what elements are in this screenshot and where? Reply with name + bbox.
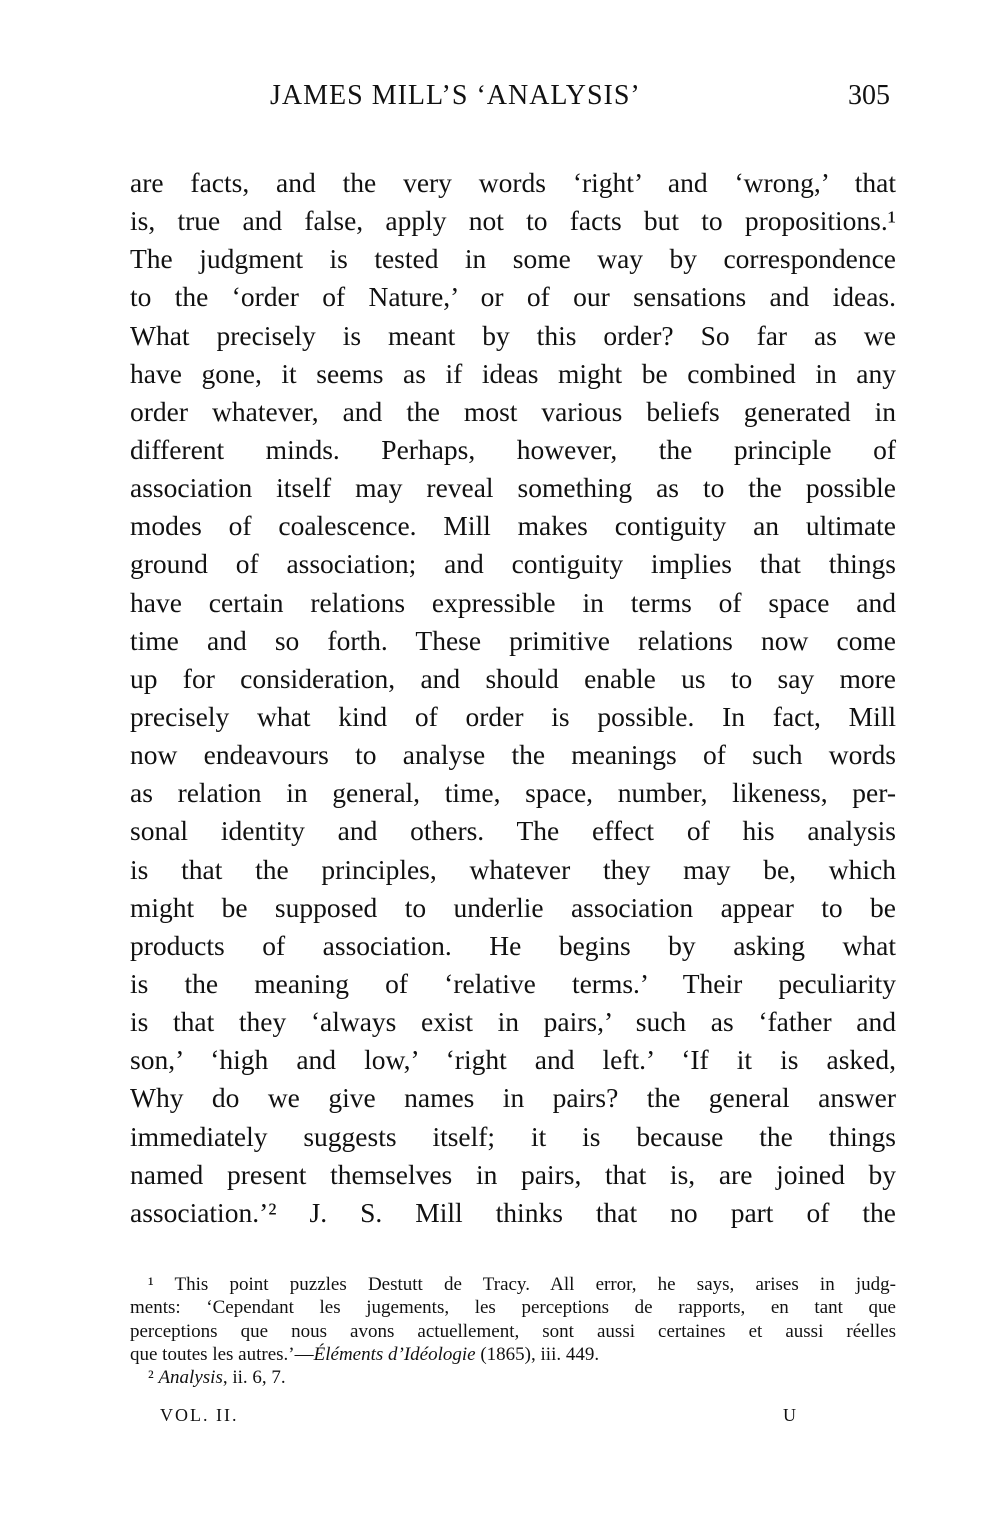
body-line: Why do we give names in pairs? the general answer — [130, 1082, 896, 1114]
body-line: are facts, and the very words ‘right’ and ‘wrong,’ that — [130, 167, 896, 198]
body-line: is that they ‘always exist in pairs,’ such as ‘father and — [130, 1006, 896, 1038]
body-line: time and so forth. These primitive relations now come — [130, 624, 896, 656]
footnote-1-line: ments: ‘Cependant les jugements, les perceptions de rapports, en tant que — [130, 1297, 896, 1319]
running-head: JAMES MILL’S ‘ANALYSIS’ — [270, 80, 641, 111]
body-line: have gone, it seems as if ideas might be combined in any — [130, 357, 896, 389]
body-line: as relation in general, time, space, number, likeness, per- — [130, 777, 896, 809]
footnote-1-line: ¹ This point puzzles Destutt de Tracy. All error, he says, arises in judg- — [148, 1274, 896, 1295]
body-line: The judgment is tested in some way by correspondence — [130, 243, 896, 275]
body-line: association itself may reveal something as to the possible — [130, 472, 896, 504]
body-line: have certain relations expressible in terms of space and — [130, 586, 896, 618]
body-line: What precisely is meant by this order? So far as we — [130, 319, 896, 351]
body-line: might be supposed to underlie association appear to be — [130, 891, 896, 923]
body-text — [130, 164, 896, 1232]
body-line: son,’ ‘high and low,’ ‘right and left.’ ‘If it is asked, — [130, 1044, 896, 1076]
body-line: to the ‘order of Nature,’ or of our sensations and ideas. — [130, 281, 896, 313]
footnote-2 — [130, 1366, 896, 1389]
body-line: immediately suggests itself; it is because the things — [130, 1120, 896, 1152]
body-line: now endeavours to analyse the meanings of such words — [130, 739, 896, 771]
footnote-1-line — [130, 1343, 896, 1366]
footnotes — [130, 1273, 896, 1389]
volume-signature: VOL. II. — [160, 1405, 239, 1425]
body-line: modes of coalescence. Mill makes contiguity an ultimate — [130, 510, 896, 542]
footnote-mark: ² — [148, 1367, 159, 1389]
body-line: order whatever, and the most various beliefs generated in — [130, 395, 896, 427]
body-line: is, true and false, apply not to facts but to propositions.¹ — [130, 205, 896, 237]
page-number: 305 — [848, 80, 890, 111]
footnote-text: (1865), iii. 449. — [475, 1343, 600, 1365]
footnote-text: , ii. 6, 7. — [222, 1367, 286, 1389]
footnote-text: que toutes les autres.’— — [130, 1343, 314, 1365]
body-line: up for consideration, and should enable us to say more — [130, 662, 896, 694]
footnote-1-line: perceptions que nous avons actuellement, sont aussi certaines et aussi réelles — [130, 1320, 896, 1342]
body-line: ground of association; and contiguity implies that things — [130, 548, 896, 580]
footnote-title: Éléments d’Idéologie — [313, 1343, 476, 1365]
body-line: products of association. He begins by asking what — [130, 929, 896, 961]
body-line: different minds. Perhaps, however, the principle of — [130, 433, 896, 465]
signature-mark: U — [783, 1405, 796, 1425]
body-line: association.’² J. S. Mill thinks that no part of the — [130, 1196, 896, 1228]
footnote-title: Analysis — [158, 1367, 223, 1389]
body-line: is that the principles, whatever they may be, which — [130, 853, 896, 885]
body-line: named present themselves in pairs, that is, are joined by — [130, 1158, 896, 1190]
body-line: is the meaning of ‘relative terms.’ Their peculiarity — [130, 967, 896, 999]
body-line: sonal identity and others. The effect of his analysis — [130, 815, 896, 847]
body-line: precisely what kind of order is possible. In fact, Mill — [130, 700, 896, 732]
